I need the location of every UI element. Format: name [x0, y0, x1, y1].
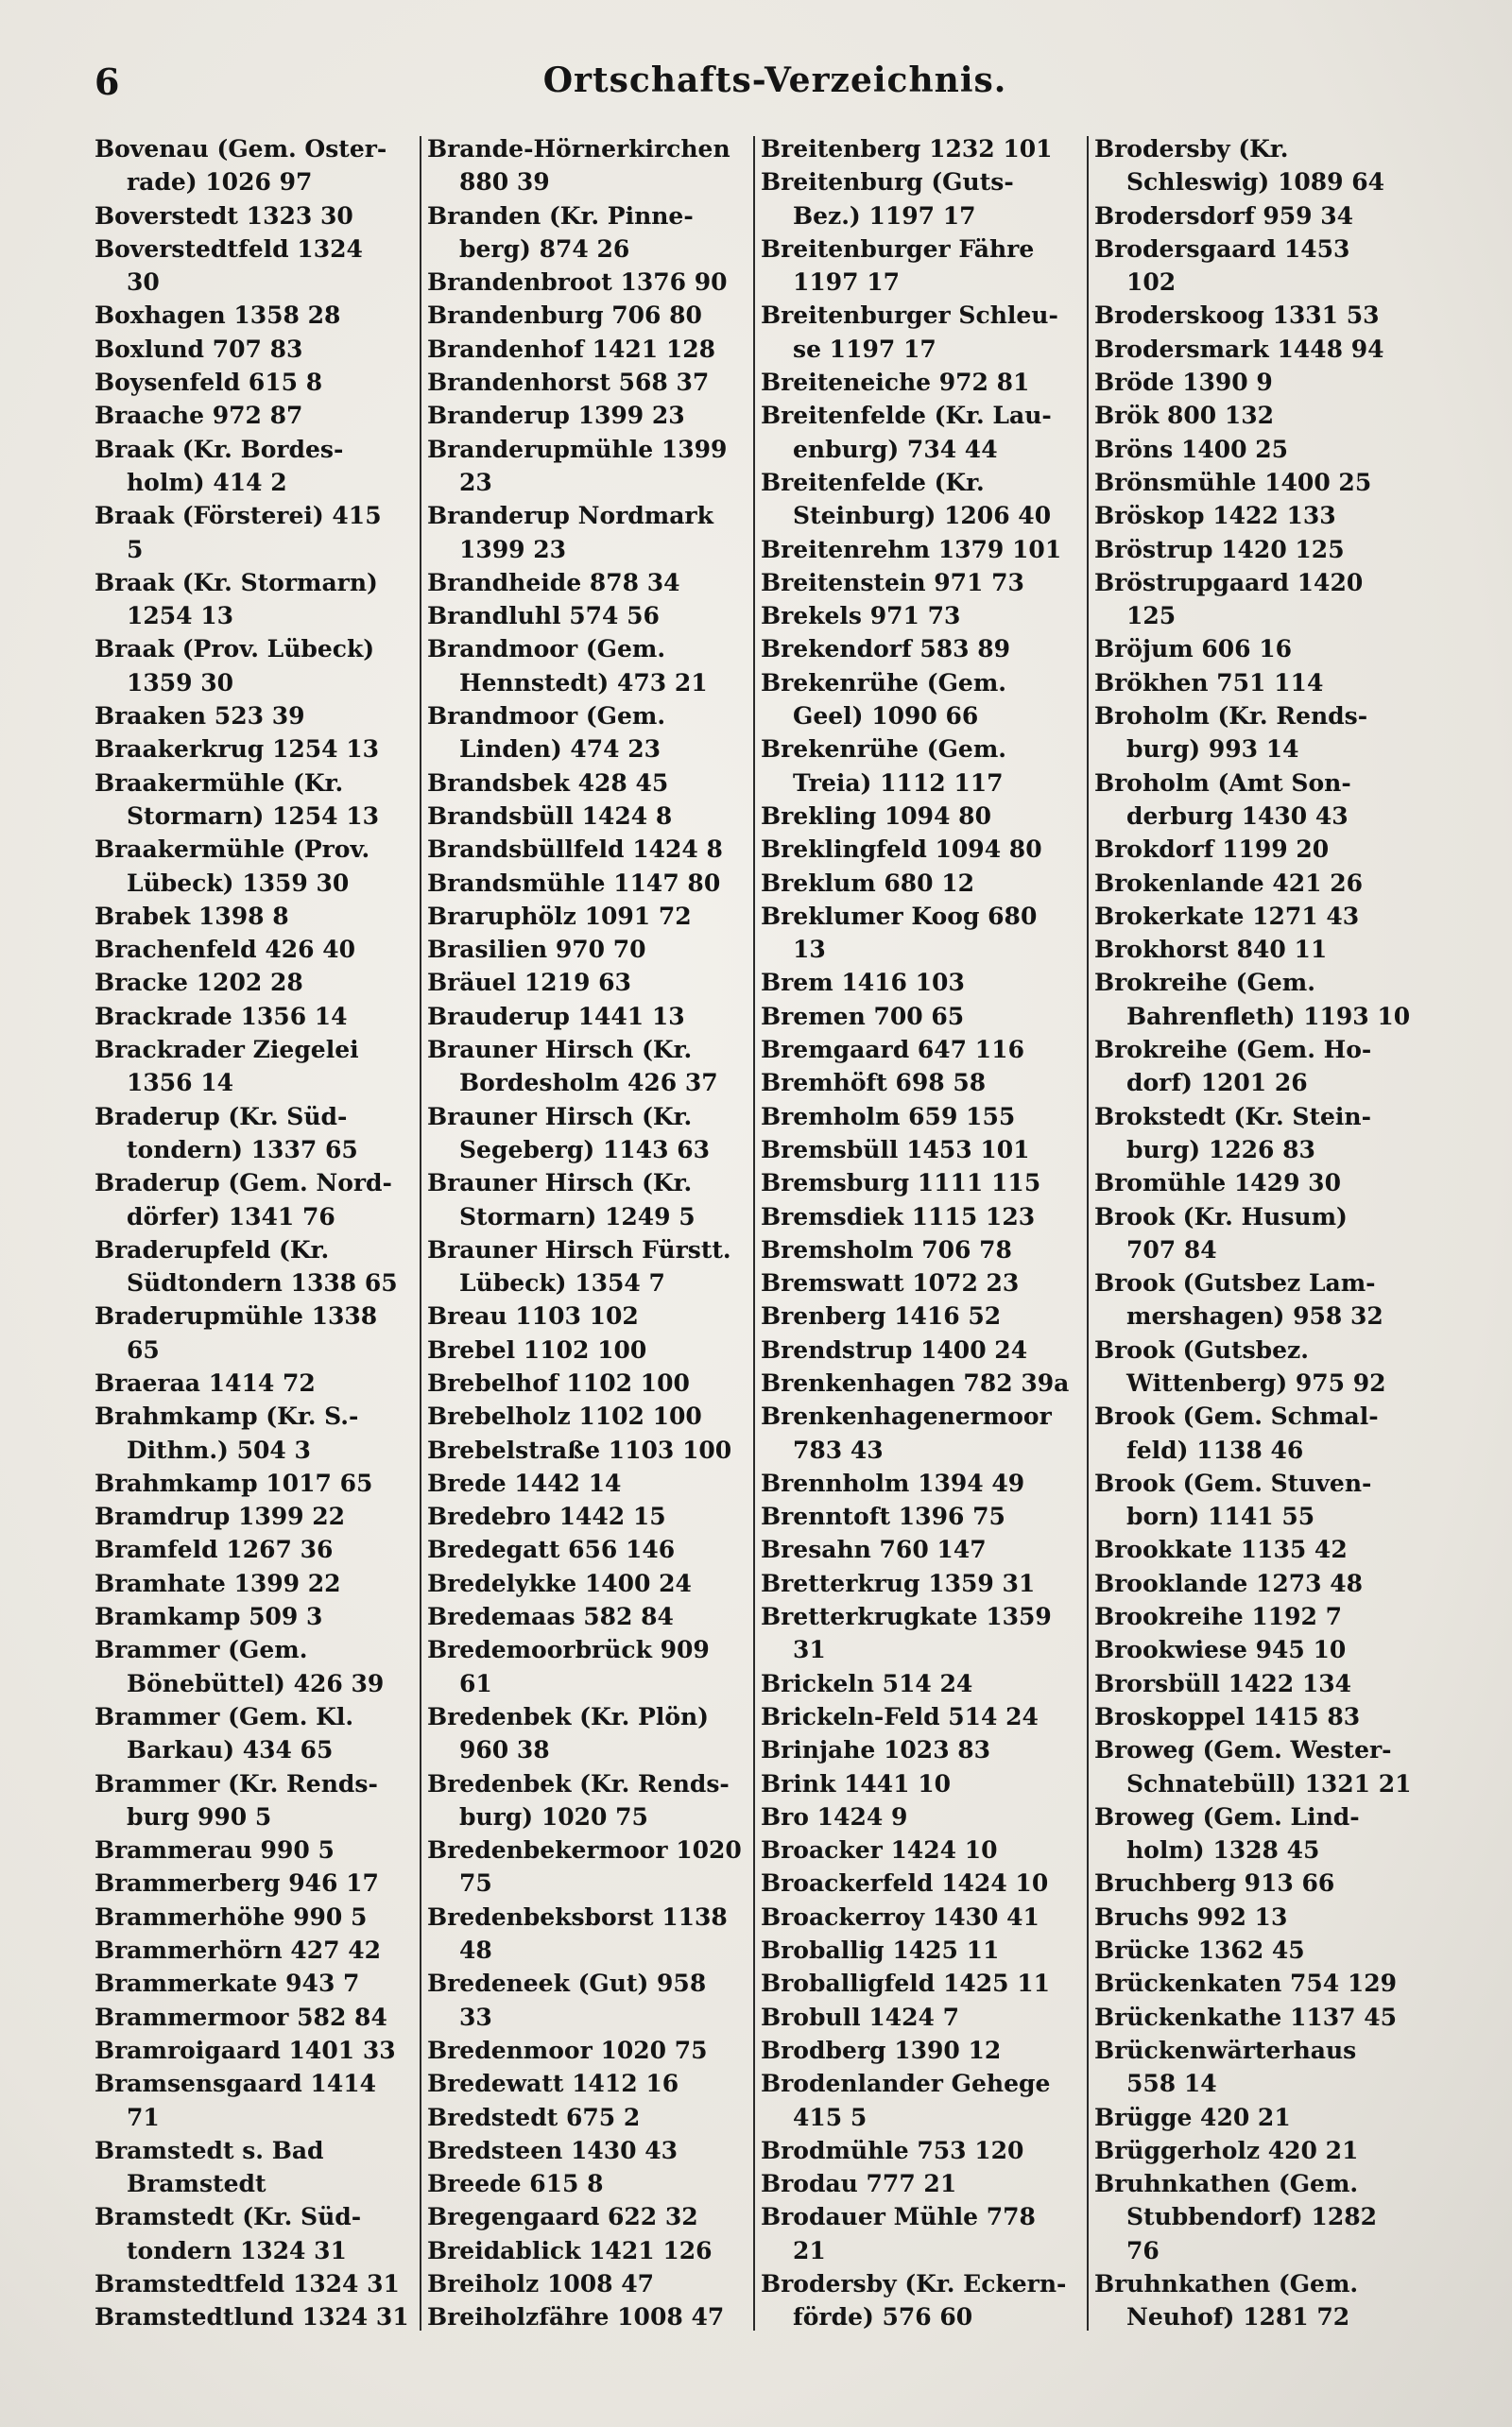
- index-entry-line: Brodmühle 753 120: [761, 2136, 1024, 2164]
- index-entry-line: berg) 874 26: [459, 234, 630, 263]
- index-entry-line: 1356 14: [127, 1069, 234, 1097]
- index-entry-line: Branden (Kr. Pinne-: [427, 201, 694, 230]
- index-entry-line: Brookkate 1135 42: [1094, 1536, 1348, 1564]
- index-entry-line: 1399 23: [459, 535, 567, 563]
- index-entry-line: Branderup 1399 23: [427, 402, 685, 430]
- index-entry-line: 75: [459, 1869, 492, 1898]
- index-entry-line: Brenkenhagen 782 39a: [761, 1368, 1070, 1397]
- index-entry-line: Branderup Nordmark: [427, 502, 713, 530]
- index-entry-line: Bahrenfleth) 1193 10: [1126, 1002, 1411, 1030]
- index-entry-line: 102: [1126, 268, 1177, 297]
- index-entry-line: Bredemaas 582 84: [427, 1603, 674, 1631]
- index-entry-line: 48: [459, 1936, 492, 1965]
- page-header: [94, 60, 1455, 117]
- index-entry-line: Brink 1441 10: [761, 1769, 952, 1798]
- index-entry-line: Brabek 1398 8: [94, 902, 289, 930]
- index-entry-line: Bromühle 1429 30: [1094, 1169, 1341, 1197]
- index-entry-line: Bröstrup 1420 125: [1094, 535, 1345, 563]
- index-entry-line: Brennholm 1394 49: [761, 1469, 1025, 1497]
- index-entry-line: Brendstrup 1400 24: [761, 1335, 1028, 1364]
- index-entry-line: Bovenau (Gem. Oster-: [94, 135, 387, 163]
- index-entry-line: burg 990 5: [127, 1802, 272, 1831]
- index-entry-line: Brasilien 970 70: [427, 936, 646, 964]
- index-entry-line: 880 39: [459, 168, 550, 197]
- index-entry-line: Stubbendorf) 1282: [1126, 2203, 1378, 2231]
- index-entry-line: Brem 1416 103: [761, 969, 965, 997]
- index-entry-line: 21: [793, 2236, 826, 2264]
- index-entry-line: Boverstedt 1323 30: [94, 201, 353, 230]
- index-entry-line: Bremsbüll 1453 101: [761, 1135, 1030, 1163]
- index-entry-line: Bremswatt 1072 23: [761, 1269, 1020, 1298]
- index-entry-line: Brokdorf 1199 20: [1094, 835, 1330, 864]
- index-entry-line: rade) 1026 97: [127, 168, 313, 197]
- index-entry-line: Brenntoft 1396 75: [761, 1503, 1005, 1531]
- index-entry-line: Brauner Hirsch (Kr.: [427, 1036, 693, 1064]
- index-entry-line: Bröns 1400 25: [1094, 435, 1289, 463]
- index-entry-line: Brauner Hirsch Fürstt.: [427, 1235, 731, 1264]
- index-entry-line: Brammerberg 946 17: [94, 1869, 379, 1898]
- index-entry-line: Bremsholm 706 78: [761, 1235, 1012, 1264]
- page-title: Ortschafts-Verzeichnis.: [542, 60, 1007, 100]
- index-entry-line: Breklumer Koog 680: [761, 902, 1038, 930]
- index-entry-line: Brücke 1362 45: [1094, 1936, 1305, 1965]
- index-entry-line: Braderup (Kr. Süd-: [94, 1102, 348, 1130]
- index-entry-line: 1197 17: [793, 268, 901, 297]
- index-entry-line: Bramstedtfeld 1324 31: [94, 2270, 400, 2298]
- index-entry-line: Bruchberg 913 66: [1094, 1869, 1335, 1898]
- index-entry-line: 13: [793, 936, 826, 964]
- index-entry-line: Bruchs 992 13: [1094, 1902, 1288, 1931]
- index-entry-line: 23: [459, 468, 492, 496]
- index-entry-line: Bredenbek (Kr. Plön): [427, 1702, 709, 1730]
- index-entry-line: Brekenrühe (Gem.: [761, 668, 1006, 697]
- index-entry-line: Brooklande 1273 48: [1094, 1569, 1364, 1597]
- index-entry-line: Breitenburg (Guts-: [761, 168, 1014, 197]
- index-entry-line: Bremholm 659 155: [761, 1102, 1016, 1130]
- index-entry-line: Brammermoor 582 84: [94, 2003, 387, 2031]
- index-entry-line: Bredenbekermoor 1020: [427, 1836, 742, 1865]
- index-entry-line: Hennstedt) 473 21: [459, 668, 708, 697]
- index-entry-line: Bredeneek (Gut) 958: [427, 1970, 707, 1998]
- index-entry-line: Brandsbüllfeld 1424 8: [427, 835, 723, 864]
- index-entry-line: Brodersmark 1448 94: [1094, 335, 1384, 363]
- index-entry-line: Bretterkrugkate 1359: [761, 1603, 1052, 1631]
- page-number: 6: [94, 60, 120, 103]
- index-entry-line: Brammer (Gem. Kl.: [94, 1702, 354, 1730]
- index-entry-line: burg) 1020 75: [459, 1802, 648, 1831]
- index-entry-line: Bramsensgaard 1414: [94, 2070, 376, 2098]
- index-column-3: [761, 132, 1084, 2334]
- index-entry-line: Bramstedt: [127, 2170, 266, 2198]
- index-entry-line: Neuhof) 1281 72: [1126, 2303, 1350, 2332]
- index-entry-line: Braderupfeld (Kr.: [94, 1235, 330, 1264]
- index-entry-line: Brekels 971 73: [761, 602, 961, 630]
- index-entry-line: Breitenstein 971 73: [761, 568, 1024, 596]
- index-entry-line: Broholm (Amt Son-: [1094, 768, 1351, 797]
- index-entry-line: Brodersgaard 1453: [1094, 234, 1350, 263]
- index-entry-line: 960 38: [459, 1736, 550, 1764]
- index-entry-line: Bredsteen 1430 43: [427, 2136, 679, 2164]
- index-entry-line: Brückenkaten 754 129: [1094, 1970, 1398, 1998]
- index-entry-line: Braruphölz 1091 72: [427, 902, 692, 930]
- index-entry-line: Schleswig) 1089 64: [1126, 168, 1385, 197]
- index-entry-line: Branderupmühle 1399: [427, 435, 728, 463]
- index-entry-line: dörfer) 1341 76: [127, 1202, 335, 1231]
- index-entry-line: Brönsmühle 1400 25: [1094, 468, 1372, 496]
- index-entry-line: 30: [127, 268, 160, 297]
- index-entry-line: Brandmoor (Gem.: [427, 702, 666, 731]
- index-entry-line: Bredewatt 1412 16: [427, 2070, 679, 2098]
- index-entry-line: Brekenrühe (Gem.: [761, 735, 1006, 764]
- index-entry-line: Lübeck) 1359 30: [127, 869, 350, 897]
- index-entry-line: Breau 1103 102: [427, 1302, 639, 1331]
- index-entry-line: Breitenfelde (Kr.: [761, 468, 985, 496]
- index-entry-line: Bramdrup 1399 22: [94, 1503, 346, 1531]
- index-entry-line: Brandenbroot 1376 90: [427, 268, 728, 297]
- index-entry-line: holm) 414 2: [127, 468, 287, 496]
- index-entry-line: Dithm.) 504 3: [127, 1436, 311, 1464]
- index-entry-line: Bredenbek (Kr. Rends-: [427, 1769, 730, 1798]
- index-entry-line: Treia) 1112 117: [793, 768, 1004, 797]
- index-entry-line: Braak (Försterei) 415: [94, 502, 382, 530]
- index-entry-line: Brök 800 132: [1094, 402, 1275, 430]
- index-entry-line: Brebelhof 1102 100: [427, 1368, 690, 1397]
- column-divider: [420, 136, 421, 2331]
- index-entry-line: Braakerkrug 1254 13: [94, 735, 380, 764]
- index-entry-line: Braeraa 1414 72: [94, 1368, 316, 1397]
- index-entry-line: Brokreihe (Gem.: [1094, 969, 1315, 997]
- index-entry-line: Brede 1442 14: [427, 1469, 622, 1497]
- index-entry-line: 71: [127, 2103, 160, 2131]
- index-entry-line: Bremhöft 698 58: [761, 1069, 987, 1097]
- index-entry-line: Bro 1424 9: [761, 1802, 908, 1831]
- index-entry-line: Brenberg 1416 52: [761, 1302, 1002, 1331]
- index-entry-line: Bröstrupgaard 1420: [1094, 568, 1364, 596]
- index-entry-line: Bönebüttel) 426 39: [127, 1669, 385, 1697]
- index-entry-line: Brook (Gutsbez Lam-: [1094, 1269, 1376, 1298]
- index-entry-line: Brobull 1424 7: [761, 2003, 960, 2031]
- index-entry-line: Braakermühle (Kr.: [94, 768, 344, 797]
- index-entry-line: Braaken 523 39: [94, 702, 305, 731]
- index-column-1: [94, 132, 418, 2334]
- index-entry-line: Brammer (Kr. Rends-: [94, 1769, 378, 1798]
- index-entry-line: Bramstedt (Kr. Süd-: [94, 2203, 362, 2231]
- index-entry-line: Braakermühle (Prov.: [94, 835, 370, 864]
- index-entry-line: Bremgaard 647 116: [761, 1036, 1024, 1064]
- index-entry-line: holm) 1328 45: [1126, 1836, 1320, 1865]
- index-entry-line: Bredebro 1442 15: [427, 1503, 666, 1531]
- index-entry-line: dorf) 1201 26: [1126, 1069, 1308, 1097]
- index-entry-line: Boysenfeld 615 8: [94, 369, 323, 397]
- index-entry-line: Broballig 1425 11: [761, 1936, 1000, 1965]
- index-entry-line: Brandenhorst 568 37: [427, 369, 710, 397]
- index-entry-line: Brorsbüll 1422 134: [1094, 1669, 1352, 1697]
- index-entry-line: Brodenlander Gehege: [761, 2070, 1051, 2098]
- index-entry-line: Brokenlande 421 26: [1094, 869, 1364, 897]
- index-entry-line: Brodauer Mühle 778: [761, 2203, 1036, 2231]
- index-entry-line: Breidablick 1421 126: [427, 2236, 713, 2264]
- index-entry-line: Brökhen 751 114: [1094, 668, 1324, 697]
- index-entry-line: Broweg (Gem. Lind-: [1094, 1802, 1360, 1831]
- index-entry-line: Brandenhof 1421 128: [427, 335, 716, 363]
- index-entry-line: Bresahn 760 147: [761, 1536, 987, 1564]
- index-entry-line: Bröskop 1422 133: [1094, 502, 1336, 530]
- index-entry-line: Brande-Hörnerkirchen: [427, 135, 730, 163]
- index-entry-line: se 1197 17: [793, 335, 936, 363]
- index-entry-line: Geel) 1090 66: [793, 702, 979, 731]
- index-entry-line: Brokerkate 1271 43: [1094, 902, 1360, 930]
- index-entry-line: Bretterkrug 1359 31: [761, 1569, 1036, 1597]
- index-entry-line: 415 5: [793, 2103, 868, 2131]
- index-entry-line: Boxlund 707 83: [94, 335, 303, 363]
- index-entry-line: Bredenbeksborst 1138: [427, 1902, 728, 1931]
- index-entry-line: born) 1141 55: [1126, 1503, 1315, 1531]
- index-entry-line: Braderup (Gem. Nord-: [94, 1169, 392, 1197]
- index-entry-line: Brammerhöhe 990 5: [94, 1902, 368, 1931]
- index-entry-line: Stormarn) 1254 13: [127, 801, 380, 830]
- column-divider: [1087, 136, 1089, 2331]
- index-entry-line: 31: [793, 1636, 826, 1664]
- index-entry-line: 783 43: [793, 1436, 884, 1464]
- index-entry-line: Bröjum 606 16: [1094, 635, 1293, 663]
- index-entry-line: Broderskoog 1331 53: [1094, 301, 1380, 330]
- index-entry-line: Brammerhörn 427 42: [94, 1936, 382, 1965]
- index-entry-line: 1254 13: [127, 602, 234, 630]
- index-entry-line: 65: [127, 1335, 160, 1364]
- index-entry-line: Brook (Gem. Stuven-: [1094, 1469, 1372, 1497]
- index-entry-line: Steinburg) 1206 40: [793, 502, 1052, 530]
- index-entry-line: Brodersdorf 959 34: [1094, 201, 1354, 230]
- index-entry-line: Breiteneiche 972 81: [761, 369, 1030, 397]
- index-entry-line: Brinjahe 1023 83: [761, 1736, 991, 1764]
- index-entry-line: Bruhnkathen (Gem.: [1094, 2270, 1359, 2298]
- index-entry-line: Broballigfeld 1425 11: [761, 1970, 1051, 1998]
- column-divider: [753, 136, 755, 2331]
- index-entry-line: Broholm (Kr. Rends-: [1094, 702, 1368, 731]
- index-entry-line: feld) 1138 46: [1126, 1436, 1304, 1464]
- index-entry-line: Brickeln 514 24: [761, 1669, 973, 1697]
- index-entry-line: Brookwiese 945 10: [1094, 1636, 1347, 1664]
- index-entry-line: Brandmoor (Gem.: [427, 635, 666, 663]
- index-entry-line: Bramhate 1399 22: [94, 1569, 341, 1597]
- index-entry-line: Brackrade 1356 14: [94, 1002, 348, 1030]
- index-entry-line: Brokstedt (Kr. Stein-: [1094, 1102, 1371, 1130]
- index-entry-line: Breitenberg 1232 101: [761, 135, 1053, 163]
- index-entry-line: Bredstedt 675 2: [427, 2103, 641, 2131]
- index-entry-line: Linden) 474 23: [459, 735, 662, 764]
- index-entry-line: enburg) 734 44: [793, 435, 998, 463]
- index-entry-line: Brahmkamp 1017 65: [94, 1469, 373, 1497]
- index-entry-line: Bramroigaard 1401 33: [94, 2036, 396, 2064]
- index-entry-line: Brügge 420 21: [1094, 2103, 1291, 2131]
- index-entry-line: burg) 993 14: [1126, 735, 1299, 764]
- index-entry-line: Bramfeld 1267 36: [94, 1536, 334, 1564]
- index-entry-line: Brandheide 878 34: [427, 568, 680, 596]
- index-entry-line: Bregengaard 622 32: [427, 2203, 698, 2231]
- index-entry-line: Brodersby (Kr. Eckern-: [761, 2270, 1067, 2298]
- index-entry-line: Brebelholz 1102 100: [427, 1403, 702, 1431]
- index-entry-line: Segeberg) 1143 63: [459, 1135, 710, 1163]
- index-entry-line: Stormarn) 1249 5: [459, 1202, 696, 1231]
- index-entry-line: Breklum 680 12: [761, 869, 975, 897]
- index-entry-line: Breede 615 8: [427, 2170, 604, 2198]
- index-entry-line: Broweg (Gem. Wester-: [1094, 1736, 1392, 1764]
- index-entry-line: Brammerkate 943 7: [94, 1970, 360, 1998]
- index-columns: [94, 132, 1431, 2334]
- index-entry-line: Bredegatt 656 146: [427, 1536, 676, 1564]
- index-entry-line: Brauner Hirsch (Kr.: [427, 1102, 693, 1130]
- index-entry-line: Brodberg 1390 12: [761, 2036, 1002, 2064]
- index-entry-line: Barkau) 434 65: [127, 1736, 334, 1764]
- index-entry-line: Bruhnkathen (Gem.: [1094, 2170, 1359, 2198]
- index-entry-line: 1359 30: [127, 668, 234, 697]
- index-entry-line: Brahmkamp (Kr. S.-: [94, 1403, 359, 1431]
- index-entry-line: Brebel 1102 100: [427, 1335, 647, 1364]
- index-entry-line: Breklingfeld 1094 80: [761, 835, 1042, 864]
- index-entry-line: Brodau 777 21: [761, 2170, 957, 2198]
- index-entry-line: Bredemoorbrück 909: [427, 1636, 710, 1664]
- index-entry-line: Brandsbüll 1424 8: [427, 801, 673, 830]
- index-entry-line: Braderupmühle 1338: [94, 1302, 378, 1331]
- index-entry-line: Broskoppel 1415 83: [1094, 1702, 1361, 1730]
- index-entry-line: tondern) 1337 65: [127, 1135, 358, 1163]
- index-entry-line: Brandenburg 706 80: [427, 301, 702, 330]
- index-entry-line: Brekling 1094 80: [761, 801, 991, 830]
- index-entry-line: Brebelstraße 1103 100: [427, 1436, 732, 1464]
- index-entry-line: tondern 1324 31: [127, 2236, 347, 2264]
- index-entry-line: Brenkenhagenermoor: [761, 1403, 1052, 1431]
- index-entry-line: Bramstedt s. Bad: [94, 2136, 324, 2164]
- index-entry-line: Breiholz 1008 47: [427, 2270, 655, 2298]
- index-entry-line: Brekendorf 583 89: [761, 635, 1011, 663]
- index-entry-line: Brokreihe (Gem. Ho-: [1094, 1036, 1372, 1064]
- index-entry-line: Bredelykke 1400 24: [427, 1569, 692, 1597]
- index-entry-line: 558 14: [1126, 2070, 1217, 2098]
- index-entry-line: Brückenwärterhaus: [1094, 2036, 1357, 2064]
- index-entry-line: burg) 1226 83: [1126, 1135, 1315, 1163]
- index-entry-line: Breiholzfähre 1008 47: [427, 2303, 725, 2332]
- index-entry-line: Bremen 700 65: [761, 1002, 965, 1030]
- index-entry-line: Brickeln-Feld 514 24: [761, 1702, 1039, 1730]
- index-entry-line: Breitenfelde (Kr. Lau-: [761, 402, 1052, 430]
- index-entry-line: Brandsbek 428 45: [427, 768, 669, 797]
- index-entry-line: Brookreihe 1192 7: [1094, 1603, 1343, 1631]
- index-entry-line: Lübeck) 1354 7: [459, 1269, 665, 1298]
- index-entry-line: Bräuel 1219 63: [427, 969, 631, 997]
- index-entry-line: Broackerfeld 1424 10: [761, 1869, 1049, 1898]
- index-entry-line: Brackrader Ziegelei: [94, 1036, 359, 1064]
- index-entry-line: Brammer (Gem.: [94, 1636, 308, 1664]
- index-entry-line: Boxhagen 1358 28: [94, 301, 341, 330]
- index-entry-line: Brandsmühle 1147 80: [427, 869, 721, 897]
- index-entry-line: Breitenrehm 1379 101: [761, 535, 1062, 563]
- index-entry-line: 61: [459, 1669, 492, 1697]
- index-column-4: [1094, 132, 1431, 2334]
- index-entry-line: Breitenburger Fähre: [761, 234, 1035, 263]
- index-entry-line: Brüggerholz 420 21: [1094, 2136, 1359, 2164]
- index-entry-line: Brammerau 990 5: [94, 1836, 335, 1865]
- index-column-2: [427, 132, 750, 2334]
- index-entry-line: 707 84: [1126, 1235, 1217, 1264]
- index-entry-line: 33: [459, 2003, 492, 2031]
- index-entry-line: Brauderup 1441 13: [427, 1002, 685, 1030]
- index-entry-line: Bramkamp 509 3: [94, 1603, 323, 1631]
- index-entry-line: Breitenburger Schleu-: [761, 301, 1058, 330]
- index-entry-line: förde) 576 60: [793, 2303, 973, 2332]
- index-entry-line: 125: [1126, 602, 1177, 630]
- index-entry-line: Broacker 1424 10: [761, 1836, 998, 1865]
- index-entry-line: derburg 1430 43: [1126, 801, 1349, 830]
- index-entry-line: Brodersby (Kr.: [1094, 135, 1289, 163]
- index-entry-line: Bredenmoor 1020 75: [427, 2036, 708, 2064]
- index-entry-line: Boverstedtfeld 1324: [94, 234, 363, 263]
- index-entry-line: Brook (Kr. Husum): [1094, 1202, 1348, 1231]
- index-entry-line: Braak (Kr. Bordes-: [94, 435, 344, 463]
- index-entry-line: mershagen) 958 32: [1126, 1302, 1383, 1331]
- index-entry-line: Bramstedtlund 1324 31: [94, 2303, 409, 2332]
- index-entry-line: 76: [1126, 2236, 1160, 2264]
- index-entry-line: Braak (Prov. Lübeck): [94, 635, 375, 663]
- index-entry-line: Brauner Hirsch (Kr.: [427, 1169, 693, 1197]
- index-entry-line: Bracke 1202 28: [94, 969, 303, 997]
- index-entry-line: 5: [127, 535, 144, 563]
- index-entry-line: Brokhorst 840 11: [1094, 936, 1328, 964]
- index-entry-line: Wittenberg) 975 92: [1126, 1368, 1386, 1397]
- index-entry-line: Südtondern 1338 65: [127, 1269, 398, 1298]
- index-entry-line: Brook (Gem. Schmal-: [1094, 1403, 1379, 1431]
- index-entry-line: Bordesholm 426 37: [459, 1069, 718, 1097]
- index-entry-line: Braak (Kr. Stormarn): [94, 568, 378, 596]
- index-entry-line: Bremsdiek 1115 123: [761, 1202, 1036, 1231]
- index-entry-line: Braache 972 87: [94, 402, 303, 430]
- index-entry-line: Bröde 1390 9: [1094, 369, 1273, 397]
- index-entry-line: Bremsburg 1111 115: [761, 1169, 1041, 1197]
- index-entry-line: Brückenkathe 1137 45: [1094, 2003, 1398, 2031]
- index-entry-line: Brachenfeld 426 40: [94, 936, 356, 964]
- index-entry-line: Broackerroy 1430 41: [761, 1902, 1040, 1931]
- index-entry-line: Bez.) 1197 17: [793, 201, 976, 230]
- index-entry-line: Schnatebüll) 1321 21: [1126, 1769, 1412, 1798]
- index-entry-line: Brandluhl 574 56: [427, 602, 660, 630]
- index-entry-line: Brook (Gutsbez.: [1094, 1335, 1309, 1364]
